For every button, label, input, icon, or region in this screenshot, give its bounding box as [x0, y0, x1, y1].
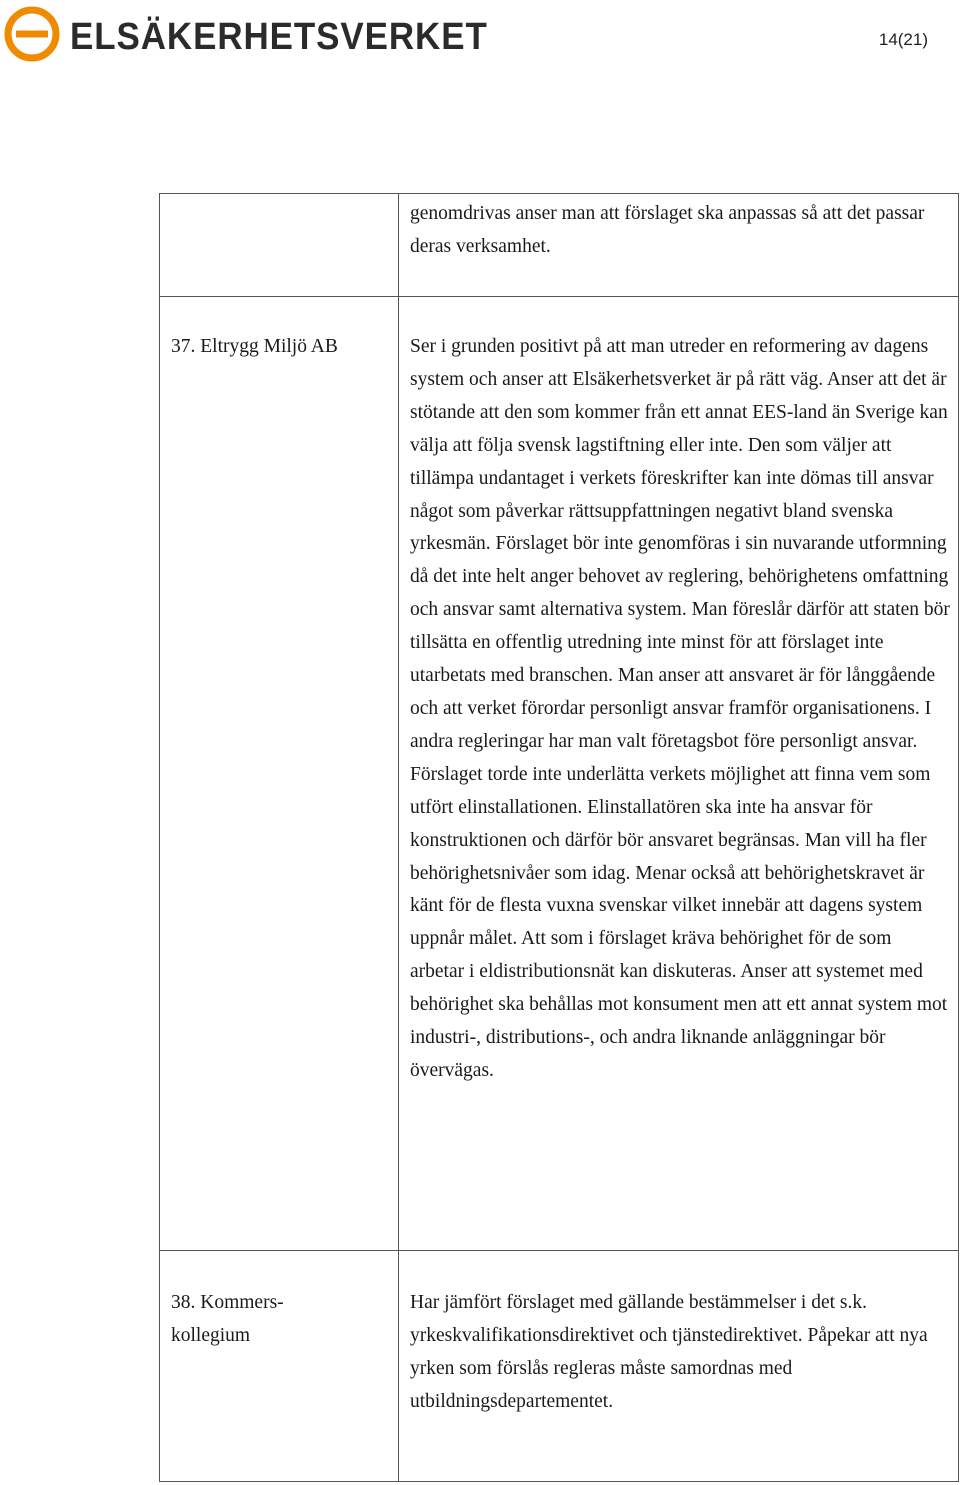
elsakerhetsverket-logo-icon	[4, 6, 60, 62]
comment-cell	[399, 297, 958, 1250]
page-number: 14(21)	[878, 30, 928, 49]
page-header	[0, 0, 960, 70]
comment-text: Ser i grunden positivt på att man utreder en reformering av dagens system och anser att Elsäkerhetsverket är på rätt väg. Anser att det är stötande att den som kommer från ett annat EES-land än Sverige kan välja att följa svensk lagstiftning eller inte. Den som väljer att tillämpa undantaget i verkets föreskrifter kan inte dömas till ansvar något som påverkar rättsuppfattningen negativt bland svenska yrkesmän. Förslaget bör inte genomföras i sin nuvarande utformning då det inte helt anger behovet av reglering, behörighetens omfattning och ansvar samt alternativa system. Man föreslår därför att staten bör tillsätta en offentlig utredning inte minst för att förslaget inte utarbetats med branschen. Man anser att ansvaret är för långgående och att verket förordar personligt ansvar framför organisationens. I andra regleringar har man valt företagsbot före personligt ansvar. Förslaget torde inte underlätta verkets möjlighet att finna vem som utfört elinstallationen. Elinstallatören ska inte ha ansvar för konstruktionen och därför bör ansvaret begränsas. Man vill ha fler behörighetsnivåer som idag. Menar också att behörighetskravet är känt för de flesta vuxna svenskar vilket innebär att dagens system uppnår målet. Att som i förslaget kräva behörighet för de som arbetar i eldistributionsnät kan diskuteras. Anser att systemet med behörighet ska behållas mot konsument men att ett annat system mot industri-, distributions-, och andra liknande anläggningar bör övervägas.	[410, 336, 950, 1081]
comment-cell	[399, 194, 958, 296]
comment-text: Har jämfört förslaget med gällande bestämmelser i det s.k. yrkeskvalifikationsdirektivet och tjänstedirektivet. Påpekar att nya yrken som förslås regleras måste samordnas med utbildningsdepartementet.	[410, 1292, 928, 1412]
respondent-cell	[160, 1251, 399, 1481]
table-row	[160, 297, 958, 1251]
respondent-name: 37. Eltrygg Miljö AB	[171, 336, 338, 357]
comment-text: genomdrivas anser man att förslaget ska anpassas så att det passar deras verksamhet.	[410, 203, 925, 257]
table-row	[160, 194, 958, 297]
respondent-cell	[160, 194, 399, 296]
table-row	[160, 1251, 958, 1481]
respondent-cell	[160, 297, 399, 1250]
brand-name: ELSÄKERHETSVERKET	[70, 16, 488, 58]
consultation-table	[159, 193, 959, 1482]
comment-cell	[399, 1251, 958, 1481]
respondent-name: 38. Kommers-kollegium	[171, 1292, 284, 1346]
